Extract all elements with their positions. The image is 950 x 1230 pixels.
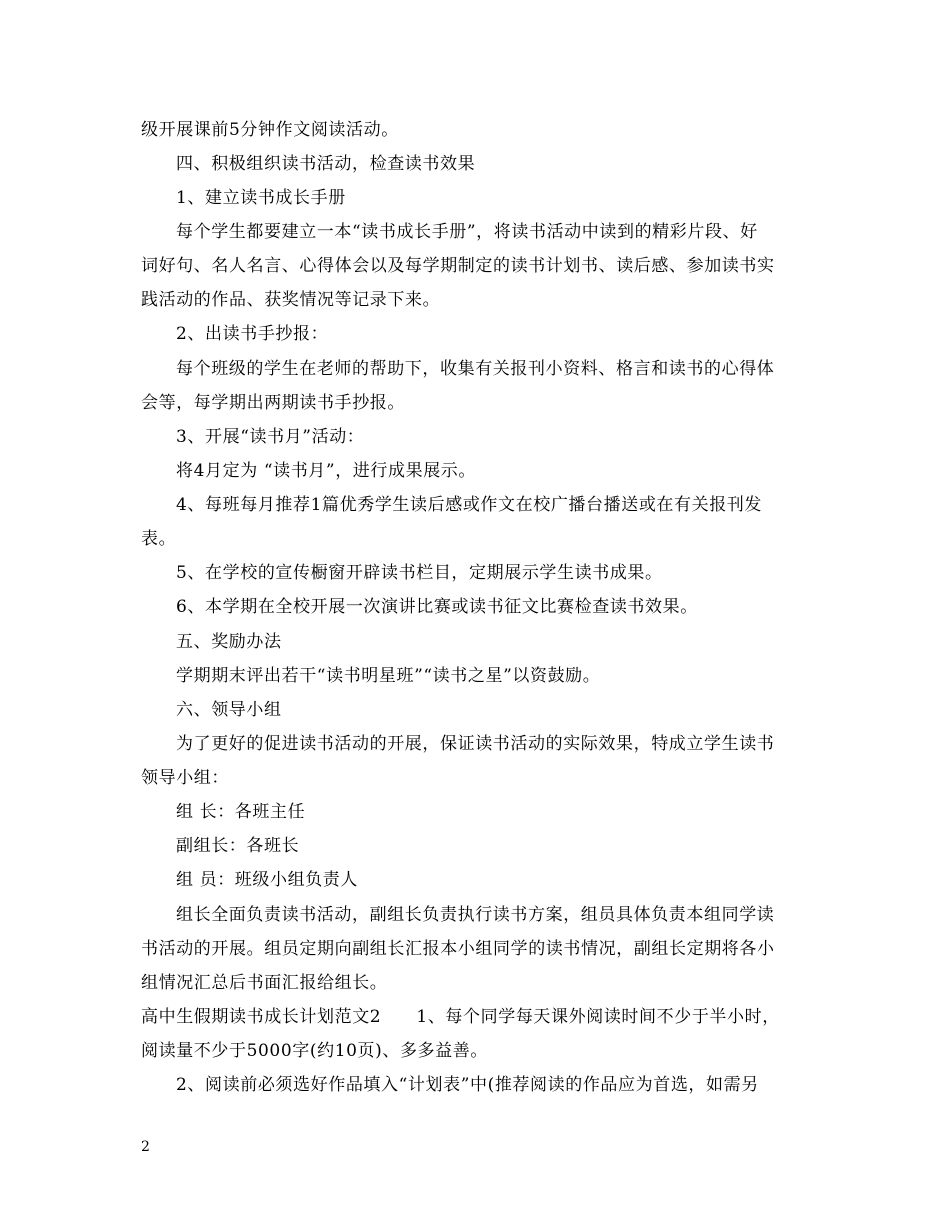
body-text-line: 高中生假期读书成长计划范文2 1、每个同学每天课外阅读时间不少于半小时，	[141, 1007, 780, 1027]
body-text-line: 2、阅读前必须选好作品填入“计划表”中(推荐阅读的作品应为首选，如需另	[176, 1075, 759, 1095]
section-heading: 四、积极组织读书活动，检查读书效果	[176, 154, 476, 174]
body-text-line: 领导小组：	[141, 768, 229, 788]
item-heading: 3、开展“读书月”活动：	[176, 427, 365, 447]
body-text-line: 阅读量不少于5000字(约10页)、多多益善。	[141, 1041, 488, 1061]
body-text-line: 每个学生都要建立一本“读书成长手册”，将读书活动中读到的精彩片段、好	[176, 222, 758, 242]
body-text-line: 4、每班每月推荐1篇优秀学生读后感或作文在校广播台播送或在有关报刊发	[176, 495, 763, 515]
item-heading: 2、出读书手抄报：	[176, 324, 329, 344]
body-text-line: 组长全面负责读书活动，副组长负责执行读书方案，组员具体负责本组同学读	[176, 905, 775, 925]
roster-line: 副组长：各班长	[176, 836, 300, 856]
page-number: 2	[141, 1139, 150, 1155]
body-text-line: 词好句、名人名言、心得体会以及每学期制定的读书计划书、读后感、参加读书实	[141, 256, 775, 276]
section-heading: 五、奖励办法	[176, 632, 282, 652]
body-text-line: 为了更好的促进读书活动的开展，保证读书活动的实际效果，特成立学生读书	[176, 734, 775, 754]
body-text-line: 书活动的开展。组员定期向副组长汇报本小组同学的读书情况，副组长定期将各小	[141, 939, 775, 959]
body-text-line: 践活动的作品、获奖情况等记录下来。	[141, 290, 441, 310]
body-text-line: 组情况汇总后书面汇报给组长。	[141, 973, 388, 993]
section-heading: 六、领导小组	[176, 700, 282, 720]
body-text-line: 6、本学期在全校开展一次演讲比赛或读书征文比赛检查读书效果。	[176, 597, 698, 617]
item-heading: 1、建立读书成长手册	[176, 188, 346, 208]
body-text-line: 将4月定为 “读书月”，进行成果展示。	[176, 461, 477, 481]
body-text-line: 级开展课前5分钟作文阅读活动。	[141, 120, 399, 140]
body-text-line: 表。	[141, 529, 177, 549]
body-text-line: 会等，每学期出两期读书手抄报。	[141, 393, 405, 413]
roster-line: 组 长：各班主任	[176, 802, 306, 822]
body-text-line: 学期期末评出若干“读书明星班”“读书之星”以资鼓励。	[176, 666, 601, 686]
body-text-line: 每个班级的学生在老师的帮助下，收集有关报刊小资料、格言和读书的心得体	[176, 359, 775, 379]
roster-line: 组 员：班级小组负责人	[176, 870, 359, 890]
body-text-line: 5、在学校的宣传橱窗开辟读书栏目，定期展示学生读书成果。	[176, 563, 663, 583]
